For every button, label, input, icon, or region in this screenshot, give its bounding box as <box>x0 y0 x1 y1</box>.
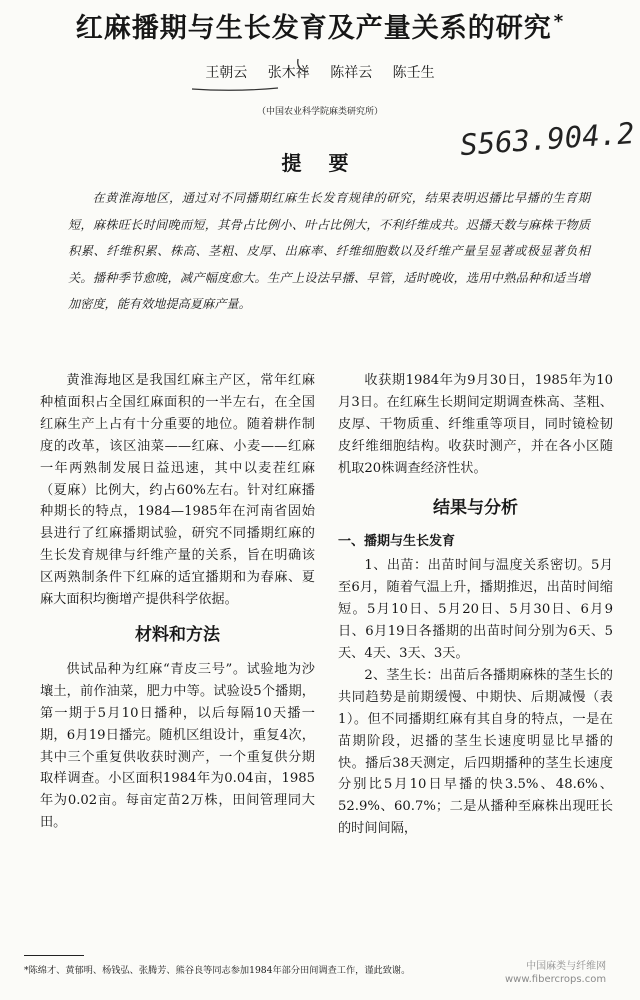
title-footnote-mark: * <box>553 11 565 32</box>
site-watermark <box>505 960 606 986</box>
author-name: 王朝云 <box>205 65 248 81</box>
emergence-paragraph: 1、出苗：出苗时间与温度关系密切。5月至6月，随着气温上升，播期推迟，出苗时间缩短。5月10日、5月20日、5月30日、6月9日、6月19日各播期的出苗时间分别为6天、5天、4天、3天、3天。 <box>338 558 613 661</box>
watermark-line: 中国麻类与纤维网 <box>526 961 607 972</box>
left-column <box>40 370 315 834</box>
abstract-text: 在黄淮海地区，通过对不同播期红麻生长发育规律的研究，结果表明迟播比早播的生育期短，麻株旺长时间晚而短，其骨占比例小、叶占比例大，不利纤维成共。迟播天数与麻株干物质积累、纤维积累、株高、茎粗、皮厚、出麻率、纤维细胞数以及纤维产量呈显著或极显著负相关。播种季节愈晚，减产幅度愈大。生产上设法早播、早管，适时晚收，选用中熟品种和适当增加密度，能有效地提高夏麻产量。 <box>68 191 590 312</box>
author-name: 陈祥云 <box>330 65 373 81</box>
results-subheading: 一、播期与生长发育 <box>338 534 456 550</box>
paper-title <box>0 6 640 45</box>
author-list <box>0 62 640 82</box>
footnote: *陈绵才、黄郁明、杨钱弘、张腾芳、熊谷良等同志参加1984年部分田间调查工作，谨此致谢。 <box>24 965 411 976</box>
handwritten-call-number: S563.904.2 <box>459 115 636 163</box>
methods-paragraph: 供试品种为红麻“青皮三号”。试验地为沙壤土，前作油菜，肥力中等。试验设5个播期，第一期于5月10日播种，以后每隔10天播一期，6月19日播完。随机区组设计，重复4次，其中三个重复供收获时测产，一个重复供分期取样调查。小区面积1984年为0.04亩，1985年为0.02亩。每亩定苗2万株，田间管理同大田。 <box>40 661 315 831</box>
watermark-line: www.fibercrops.com <box>505 974 607 985</box>
results-heading: 结果与分析 <box>433 497 518 518</box>
author-name: 陈壬生 <box>392 65 435 81</box>
methods-continued-paragraph: 收获期1984年为9月30日，1985年为10月3日。在红麻生长期间定期调查株高、茎粗、皮厚、干物质重、纤维重等项目，同时镜检韧皮纤维细胞结构。收获时测产，并在各小区随机取20株调查经济性状。 <box>338 373 613 476</box>
methods-heading: 材料和方法 <box>135 624 220 645</box>
footnote-divider <box>24 955 84 956</box>
handwritten-mark <box>294 56 314 78</box>
stem-growth-paragraph: 2、茎生长：出苗后各播期麻株的茎生长的共同趋势是前期缓慢、中期快、后期减慢（表1）。但不同播期红麻有其自身的特点，一是在苗期阶段，迟播的茎生长速度明显比早播的快。播后38天测定，后四期播种的茎生长速度分别比5月10日早播的快3.5%、48.6%、52.9%、60.7%；二是从播种至麻株出现旺长的时间间隔， <box>338 667 613 837</box>
title-text: 红麻播期与生长发育及产量关系的研究 <box>75 13 552 44</box>
abstract-heading: 提 要 <box>281 151 359 175</box>
intro-paragraph: 黄淮海地区是我国红麻主产区，常年红麻种植面积占全国红麻面积的一半左右，在全国红麻生产上占有十分重要的地位。随着耕作制度的改革，该区油菜——红麻、小麦——红麻一年两熟制发展日益迅速，其中以麦茬红麻（夏麻）比例大，约占60%左右。针对红麻播种期长的特点，1984—1985年在河南省固始县进行了红麻播期试验，研究不同播期红麻的生长发育规律与纤维产量的关系，旨在明确该区两熟制条件下红麻的适宜播期和为春麻、夏麻大面积均衡增产提供科学依据。 <box>40 373 315 608</box>
author-underline <box>190 86 280 92</box>
affiliation: （中国农业科学院麻类研究所） <box>256 107 383 117</box>
author-name: 张木祥 <box>267 65 310 81</box>
right-column <box>338 370 613 840</box>
